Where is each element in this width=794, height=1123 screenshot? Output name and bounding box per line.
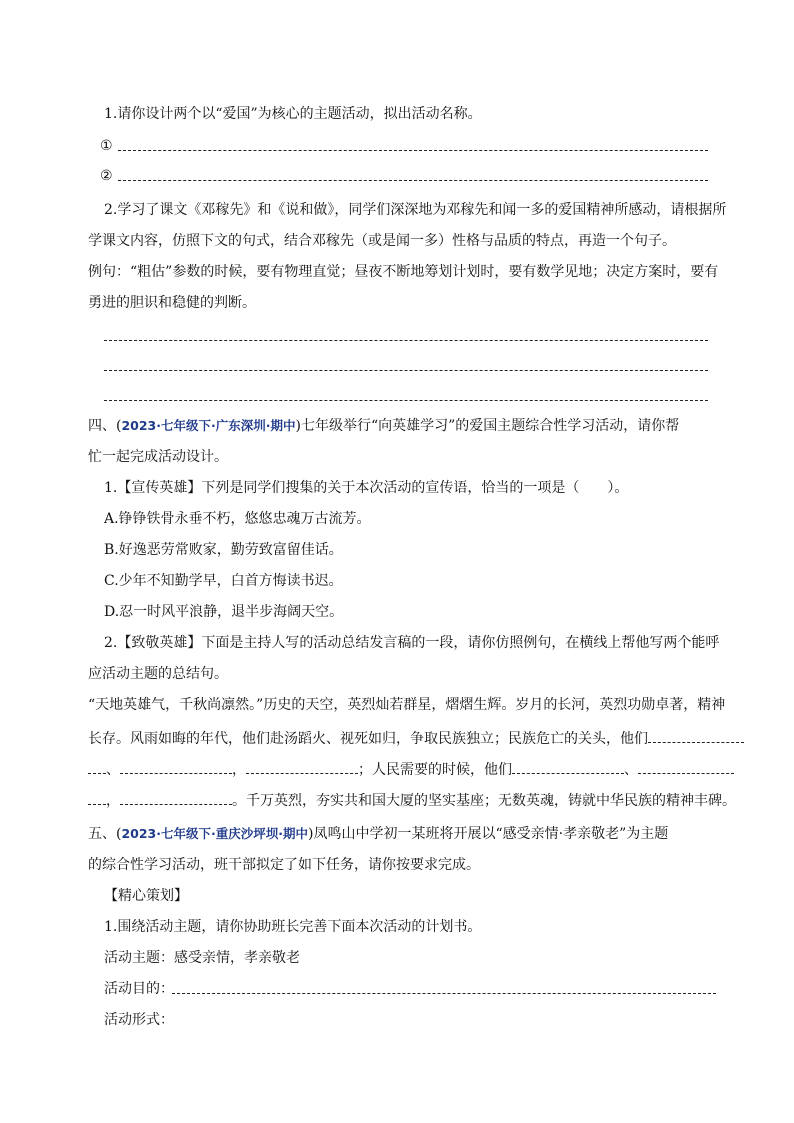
answer-blank-1[interactable] (118, 150, 708, 151)
fill-blank-2[interactable] (120, 757, 232, 774)
option-b[interactable]: B.好逸恶劳常败家，勤劳致富留佳话。 (104, 542, 343, 558)
question-4-1: 1.【宣传英雄】下列是同学们搜集的关于本次活动的宣传语，恰当的一项是（ ）。 (104, 480, 629, 496)
passage-line1: “天地英雄气，千秋尚凛然。”历史的天空，英烈灿若群星，熠熠生辉。岁月的长河，英烈功勋卓著，精神 (88, 697, 726, 713)
question-5-1: 1.围绕活动主题，请你协助班长完善下面本次活动的计划书。 (104, 919, 482, 935)
activity-theme: 活动主题：感受亲情，孝亲敬老 (104, 950, 300, 966)
answer-label-2: ② (100, 168, 113, 184)
source-tag: 2023·七年级下·重庆沙坪坝·期中 (121, 826, 309, 841)
fill-blank-1-cont[interactable] (88, 757, 106, 774)
activity-form-label: 活动形式： (104, 1012, 174, 1028)
section-5-title-line1: 五、(2023·七年级下·重庆沙坪坝·期中)凤鸣山中学初一某班将开展以“感受亲情·孝亲敬老”为主题 (88, 826, 669, 842)
activity-purpose-blank[interactable] (172, 993, 716, 994)
option-c[interactable]: C.少年不知勤学早，白首方悔读书迟。 (104, 573, 343, 589)
answer-label-1: ① (100, 138, 113, 154)
section-4-title-line1: 四、(2023·七年级下·广东深圳·期中)七年级举行“向英雄学习”的爱国主题综合性学习活动，请你帮 (88, 418, 680, 434)
fill-blank-5-cont[interactable] (88, 788, 106, 805)
answer-blank-4[interactable] (104, 370, 708, 371)
question-4-2-line2: 应活动主题的总结句。 (88, 666, 228, 682)
option-d[interactable]: D.忍一时风平浪静，退半步海阔天空。 (104, 604, 344, 620)
fill-blank-1[interactable] (648, 726, 744, 743)
example-line1: 例句：“粗估”参数的时候，要有物理直觉；昼夜不断地筹划计划时，要有数学见地；决定方案时，要有 (88, 264, 719, 280)
fill-blank-6[interactable] (120, 788, 232, 805)
section-5-title-line2: 的综合性学习活动，班干部拟定了如下任务，请你按要求完成。 (88, 857, 480, 873)
option-a[interactable]: A.铮铮铁骨永垂不朽，悠悠忠魂万古流芳。 (104, 511, 371, 527)
fill-blank-4[interactable] (512, 757, 624, 774)
question-4-2-line1: 2.【致敬英雄】下面是主持人写的活动总结发言稿的一段，请你仿照例句，在横线上帮他写两个能呼 (104, 635, 720, 651)
question-3-1: 1.请你设计两个以“爱国”为核心的主题活动，拟出活动名称。 (104, 106, 482, 122)
question-3-2-line1: 2.学习了课文《邓稼先》和《说和做》，同学们深深地为邓稼先和闻一多的爱国精神所感动，请根据所 (104, 202, 727, 218)
source-tag: 2023·七年级下·广东深圳·期中 (121, 418, 296, 433)
section-4-title-line2: 忙一起完成活动设计。 (88, 449, 228, 465)
fill-blank-3[interactable] (246, 757, 358, 774)
subheading-planning: 【精心策划】 (104, 888, 188, 904)
activity-purpose-label: 活动目的： (104, 981, 174, 997)
passage-line3: 、 ， ；人民需要的时候，他们 、 (88, 757, 728, 780)
answer-blank-3[interactable] (104, 340, 708, 341)
question-3-2-line2: 学课文内容，仿照下文的句式，结合邓稼先（或是闻一多）性格与品质的特点，再造一个句子。 (88, 233, 676, 249)
passage-line4: ， 。千万英烈，夯实共和国大厦的坚实基座；无数英魂，铸就中华民族的精神丰碑。 (88, 788, 728, 811)
fill-blank-5[interactable] (638, 757, 734, 774)
answer-blank-5[interactable] (104, 400, 708, 401)
example-line2: 勇进的胆识和稳健的判断。 (88, 295, 256, 311)
passage-line2: 长存。风雨如晦的年代，他们赴汤蹈火、视死如归，争取民族独立；民族危亡的关头，他们 (88, 726, 728, 749)
answer-blank-2[interactable] (118, 180, 708, 181)
